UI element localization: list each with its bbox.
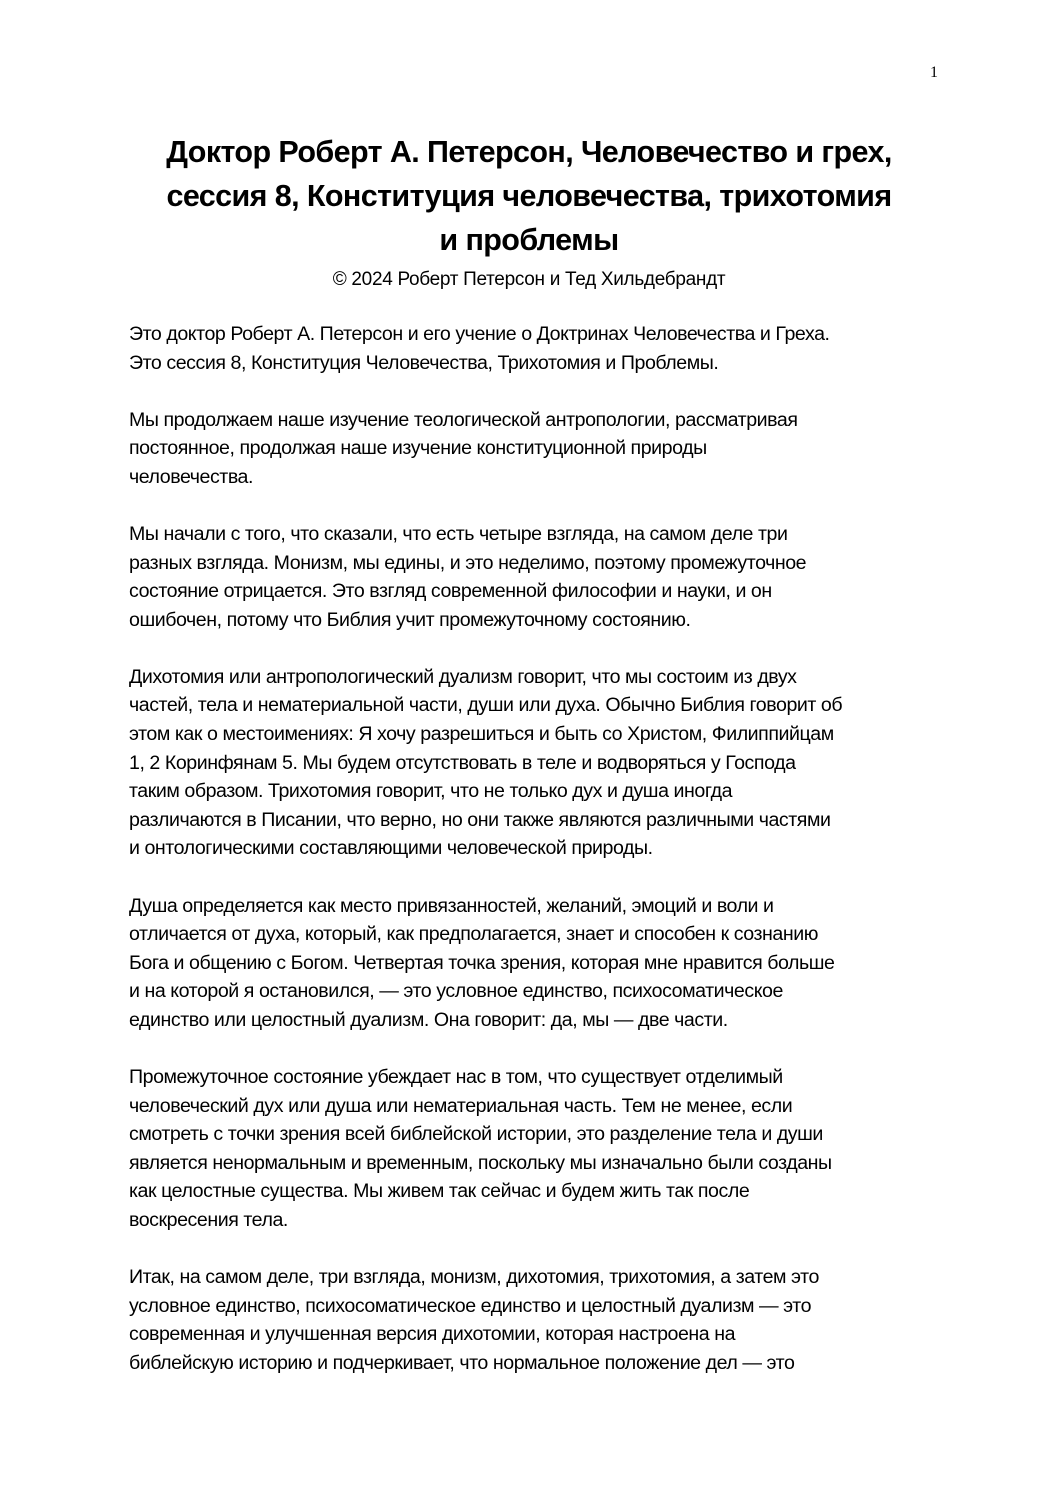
title-line: сессия 8, Конституция человечества, трихотомия — [166, 179, 892, 213]
copyright-notice: © 2024 Роберт Петерсон и Тед Хильдебрандт — [332, 269, 726, 290]
text-line: Мы продолжаем наше изучение теологической антропологии, рассматривая — [129, 408, 798, 431]
text-line: современная и улучшенная версия дихотомии, которая настроена на — [129, 1323, 736, 1346]
text-line: человеческий дух или душа или нематериальная часть. Тем не менее, если — [129, 1094, 793, 1117]
text-line: смотреть с точки зрения всей библейской истории, это разделение тела и души — [129, 1123, 823, 1146]
title-line: и проблемы — [439, 223, 619, 257]
page-number: 1 — [930, 64, 938, 81]
paragraph-monism — [129, 520, 949, 634]
text-line: 1, 2 Коринфянам 5. Мы будем отсутствовать в теле и водворяться у Господа — [129, 751, 796, 774]
paragraph-intermediate-state — [129, 1063, 949, 1235]
text-line: является ненормальным и временным, поскольку мы изначально были созданы — [129, 1151, 832, 1174]
text-line: и на которой я остановился, — это условное единство, психосоматическое — [129, 980, 783, 1003]
text-line: Мы начали с того, что сказали, что есть четыре взгляда, на самом деле три — [129, 522, 788, 545]
text-line: постоянное, продолжая наше изучение конституционной природы — [129, 437, 707, 460]
text-line: человечества. — [129, 465, 253, 488]
text-line: единство или целостный дуализм. Она говорит: да, мы — две части. — [129, 1008, 728, 1031]
text-line: Промежуточное состояние убеждает нас в том, что существует отделимый — [129, 1065, 783, 1088]
title-line: Доктор Роберт А. Петерсон, Человечество и грех, — [166, 135, 892, 169]
paragraph-summary — [129, 1263, 949, 1377]
text-line: Итак, на самом деле, три взгляда, монизм, дихотомия, трихотомия, а затем это — [129, 1266, 819, 1289]
text-line: библейскую историю и подчеркивает, что нормальное положение дел — это — [129, 1351, 795, 1374]
text-line: Это доктор Роберт А. Петерсон и его учение о Доктринах Человечества и Греха. — [129, 323, 830, 345]
text-line: условное единство, психосоматическое единство и целостный дуализм — это — [129, 1294, 812, 1317]
paragraph-soul-spirit — [129, 892, 949, 1035]
text-line: разных взгляда. Монизм, мы едины, и это неделимо, поэтому промежуточное — [129, 551, 807, 574]
text-line: воскресения тела. — [129, 1208, 288, 1231]
text-line: Бога и общению с Богом. Четвертая точка зрения, которая мне нравится больше — [129, 951, 835, 974]
paragraph-dichotomy — [129, 663, 949, 863]
text-line: отличается от духа, который, как предполагается, знает и способен к сознанию — [129, 923, 818, 946]
text-line: таким образом. Трихотомия говорит, что не только дух и душа иногда — [129, 780, 733, 803]
text-line: Это сессия 8, Конституция Человечества, Трихотомия и Проблемы. — [129, 351, 719, 374]
paragraph-continuing-study — [129, 406, 949, 492]
text-line: Дихотомия или антропологический дуализм говорит, что мы состоим из двух — [129, 665, 797, 688]
text-line: частей, тела и нематериальной части, души или духа. Обычно Библия говорит об — [129, 694, 843, 717]
paragraph-intro — [129, 320, 949, 377]
text-line: этом как о местоимениях: Я хочу разрешиться и быть со Христом, Филиппийцам — [129, 723, 834, 746]
text-line: как целостные существа. Мы живем так сейчас и будем жить так после — [129, 1180, 750, 1203]
text-line: ошибочен, потому что Библия учит промежуточному состоянию. — [129, 608, 691, 631]
document-title — [100, 130, 958, 262]
text-line: и онтологическими составляющими человеческой природы. — [129, 837, 653, 860]
text-line: различаются в Писании, что верно, но они также являются различными частями — [129, 808, 831, 831]
document-body — [129, 320, 949, 1406]
text-line: состояние отрицается. Это взгляд современной философии и науки, и он — [129, 580, 772, 603]
text-line: Душа определяется как место привязанностей, желаний, эмоций и воли и — [129, 894, 774, 917]
